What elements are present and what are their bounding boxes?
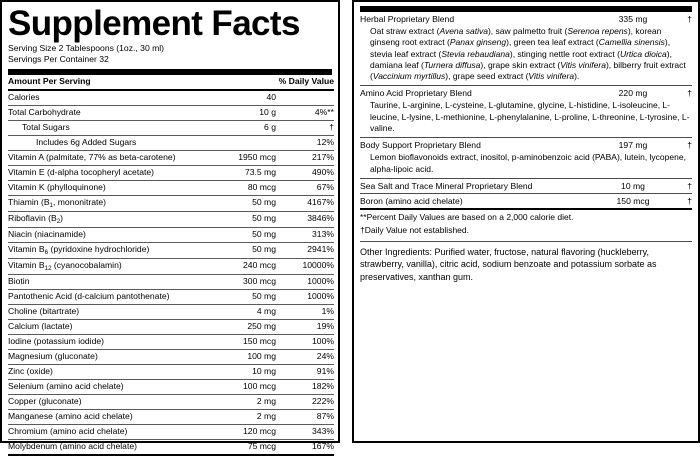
nutrient-daily-value: 1% [276, 304, 334, 319]
nutrient-amount: 50 mg [204, 227, 276, 242]
blend-name: Amino Acid Proprietary Blend [360, 88, 472, 99]
table-row [8, 242, 334, 258]
table-row [8, 424, 334, 439]
column-header-percent-daily-value: % Daily Value [276, 75, 334, 90]
blend-amount: 10 mg [621, 180, 645, 191]
blend-header-table [360, 179, 692, 193]
blend-amount: 197 mg [618, 140, 648, 151]
supplement-facts-panel [0, 0, 340, 452]
nutrient-name: Copper (gluconate) [8, 394, 204, 409]
nutrient-daily-value: 217% [276, 150, 334, 165]
footnote-percent-daily-value: **Percent Daily Values are based on a 2,000 calorie diet. [360, 211, 574, 222]
footnote-daily-value-not-established: †Daily Value not established. [360, 225, 469, 236]
blend-header-row [360, 138, 692, 152]
blend-block [360, 194, 692, 208]
blend-amount: 150 mcg [616, 195, 650, 206]
blend-header-row [360, 179, 692, 193]
nutrient-name: Vitamin E (d-alpha tocopheryl acetate) [8, 165, 204, 180]
table-row [8, 409, 334, 424]
blend-block [360, 86, 692, 137]
nutrient-amount: 150 mcg [204, 334, 276, 349]
nutrient-daily-value: 10000% [276, 258, 334, 274]
nutrient-amount: 100 mg [204, 349, 276, 364]
nutrition-table [8, 75, 334, 456]
nutrient-daily-value: 2941% [276, 242, 334, 258]
nutrient-daily-value: 67% [276, 180, 334, 195]
blend-header-row [360, 12, 692, 26]
table-row [8, 258, 334, 274]
blend-header-row [360, 194, 692, 208]
table-row [8, 289, 334, 304]
nutrient-amount: 2 mg [204, 394, 276, 409]
nutrient-name: Vitamin A (palmitate, 77% as beta-carotene) [8, 150, 204, 165]
blend-header-table [360, 12, 692, 26]
table-row [8, 364, 334, 379]
nutrition-table-body [8, 75, 334, 90]
nutrient-amount: 50 mg [204, 195, 276, 211]
nutrient-daily-value [276, 90, 334, 106]
nutrient-rows-container [8, 90, 334, 455]
nutrient-daily-value: 19% [276, 319, 334, 334]
nutrient-name: Iodine (potassium iodide) [8, 334, 204, 349]
nutrient-amount: 75 mcg [204, 439, 276, 455]
nutrient-name: Pantothenic Acid (d-calcium pantothenate) [8, 289, 204, 304]
nutrient-amount: 6 g [204, 120, 276, 135]
blend-amount: 220 mg [618, 88, 648, 99]
blend-ingredients: Oat straw extract (Avena sativa), saw palmetto fruit (Serenoa repens), korean ginseng root extract (Panax ginseng), green tea leaf extract (Camellia sinensis), stevia leaf extract (Stevia rebaudiana), stinging nettle root extract (Urtica dioica), damiana leaf (Turnera diffusa), grape skin extract (Vitis vinifera), bilberry fruit extract (Vaccinium myrtillus), grape seed extract (Vitis vinifera). [370, 26, 686, 82]
blend-header-row [360, 86, 692, 100]
nutrient-daily-value: 1000% [276, 274, 334, 289]
nutrient-daily-value: 167% [276, 439, 334, 455]
blend-header-table [360, 138, 692, 152]
nutrient-daily-value: 490% [276, 165, 334, 180]
blend-block [360, 179, 692, 193]
nutrient-name: Niacin (niacinamide) [8, 227, 204, 242]
nutrient-name: Calcium (lactate) [8, 319, 204, 334]
nutrient-amount: 40 [204, 90, 276, 106]
nutrient-amount: 50 mg [204, 289, 276, 304]
nutrient-amount: 240 mcg [204, 258, 276, 274]
blend-daily-value-dagger: † [687, 140, 692, 151]
page-title: Supplement Facts [8, 4, 300, 43]
nutrient-daily-value: 3846% [276, 211, 334, 227]
nutrient-daily-value: 1000% [276, 289, 334, 304]
column-header-amount-per-serving: Amount Per Serving [8, 75, 204, 90]
nutrient-amount: 2 mg [204, 409, 276, 424]
table-row [8, 211, 334, 227]
blend-daily-value-dagger: † [687, 88, 692, 99]
table-row [8, 319, 334, 334]
blend-ingredients: Lemon bioflavonoids extract, inositol, p-aminobenzoic acid (PABA), lutein, lycopene, alpha-lipoic acid. [370, 152, 686, 174]
blend-daily-value-dagger: † [687, 14, 692, 24]
nutrient-daily-value: 313% [276, 227, 334, 242]
blend-name: Boron (amino acid chelate) [360, 195, 463, 206]
nutrient-daily-value: 182% [276, 379, 334, 394]
nutrient-name: Total Sugars [8, 120, 204, 135]
nutrient-amount: 10 g [204, 105, 276, 120]
nutrient-amount: 50 mg [204, 242, 276, 258]
table-row [8, 349, 334, 364]
nutrient-name: Selenium (amino acid chelate) [8, 379, 204, 394]
nutrient-name: Calories [8, 90, 204, 106]
blend-name: Body Support Proprietary Blend [360, 140, 481, 151]
nutrient-name: Vitamin K (phylloquinone) [8, 180, 204, 195]
nutrient-daily-value: 100% [276, 334, 334, 349]
nutrient-daily-value: 87% [276, 409, 334, 424]
nutrient-amount: 120 mcg [204, 424, 276, 439]
table-row [8, 195, 334, 211]
nutrient-daily-value: 222% [276, 394, 334, 409]
nutrient-amount: 80 mcg [204, 180, 276, 195]
column-header-spacer [204, 75, 276, 90]
table-row [8, 274, 334, 289]
nutrient-amount: 1950 mcg [204, 150, 276, 165]
nutrient-amount: 4 mg [204, 304, 276, 319]
table-row [8, 105, 334, 120]
blend-list-container [360, 12, 692, 208]
blend-name: Herbal Proprietary Blend [360, 14, 455, 24]
nutrient-amount [204, 135, 276, 150]
other-ingredients-text: Other Ingredients: Purified water, fructose, natural flavoring (huckleberry, strawberry, vanilla), citric acid, sodium benzoate and potassium sorbate as preservatives, xanthan gum. [360, 246, 657, 282]
blend-daily-value-dagger: † [687, 180, 692, 191]
nutrient-amount: 250 mg [204, 319, 276, 334]
table-row [8, 304, 334, 319]
nutrient-name: Total Carbohydrate [8, 105, 204, 120]
table-row [8, 439, 334, 455]
nutrient-amount: 73.5 mg [204, 165, 276, 180]
table-row [8, 180, 334, 195]
table-row [8, 394, 334, 409]
nutrient-name: Vitamin $B_6$ (pyridoxine hydrochloride) [8, 242, 204, 258]
nutrient-daily-value: 91% [276, 364, 334, 379]
nutrient-daily-value: 343% [276, 424, 334, 439]
blend-name: Sea Salt and Trace Mineral Proprietary Blend [360, 180, 533, 191]
table-row [8, 150, 334, 165]
nutrient-amount: 300 mcg [204, 274, 276, 289]
nutrient-daily-value: 4167% [276, 195, 334, 211]
table-row [8, 334, 334, 349]
nutrient-amount: 10 mg [204, 364, 276, 379]
blend-amount: 335 mg [618, 14, 648, 24]
nutrient-name: Manganese (amino acid chelate) [8, 409, 204, 424]
nutrient-name: Thiamin ($B_1$, mononitrate) [8, 195, 204, 211]
blend-daily-value-dagger: † [687, 195, 692, 206]
table-row [8, 90, 334, 106]
nutrient-name: Biotin [8, 274, 204, 289]
blend-block [360, 138, 692, 178]
nutrient-amount: 100 mcg [204, 379, 276, 394]
servings-per-container-text: Servings Per Container 32 [8, 54, 109, 65]
nutrient-daily-value: 12% [276, 135, 334, 150]
nutrient-daily-value: 4%** [276, 105, 334, 120]
serving-size-text: Serving Size 2 Tablespoons (1oz., 30 ml) [8, 42, 165, 53]
blend-header-table [360, 86, 692, 100]
nutrient-name: Zinc (oxide) [8, 364, 204, 379]
blend-header-table [360, 194, 692, 208]
nutrient-name: Magnesium (gluconate) [8, 349, 204, 364]
table-row [8, 379, 334, 394]
table-row [8, 165, 334, 180]
nutrient-name: Molybdenum (amino acid chelate) [8, 439, 204, 455]
table-row [8, 135, 334, 150]
proprietary-blends-panel [352, 0, 700, 443]
nutrient-name: Riboflavin $(B_2)$ [8, 211, 204, 227]
nutrient-name: Chromium (amino acid chelate) [8, 424, 204, 439]
blend-block [360, 12, 692, 85]
nutrient-name: Includes 6g Added Sugars [8, 135, 204, 150]
nutrient-daily-value: † [276, 120, 334, 135]
nutrient-daily-value: 24% [276, 349, 334, 364]
nutrient-name: Vitamin $B_{12}$ (cyanocobalamin) [8, 258, 204, 274]
table-row [8, 227, 334, 242]
table-row [8, 120, 334, 135]
blend-ingredients: Taurine, L-arginine, L-cysteine, L-glutamine, glycine, L-histidine, L-isoleucine, L-leucine, L-lysine, L-methionine, L-phenylalanine, L-proline, L-threonine, L-tyrosine, L-valine. [370, 100, 690, 134]
nutrient-name: Choline (bitartrate) [8, 304, 204, 319]
nutrient-amount: 50 mg [204, 211, 276, 227]
table-header-row [8, 75, 334, 90]
